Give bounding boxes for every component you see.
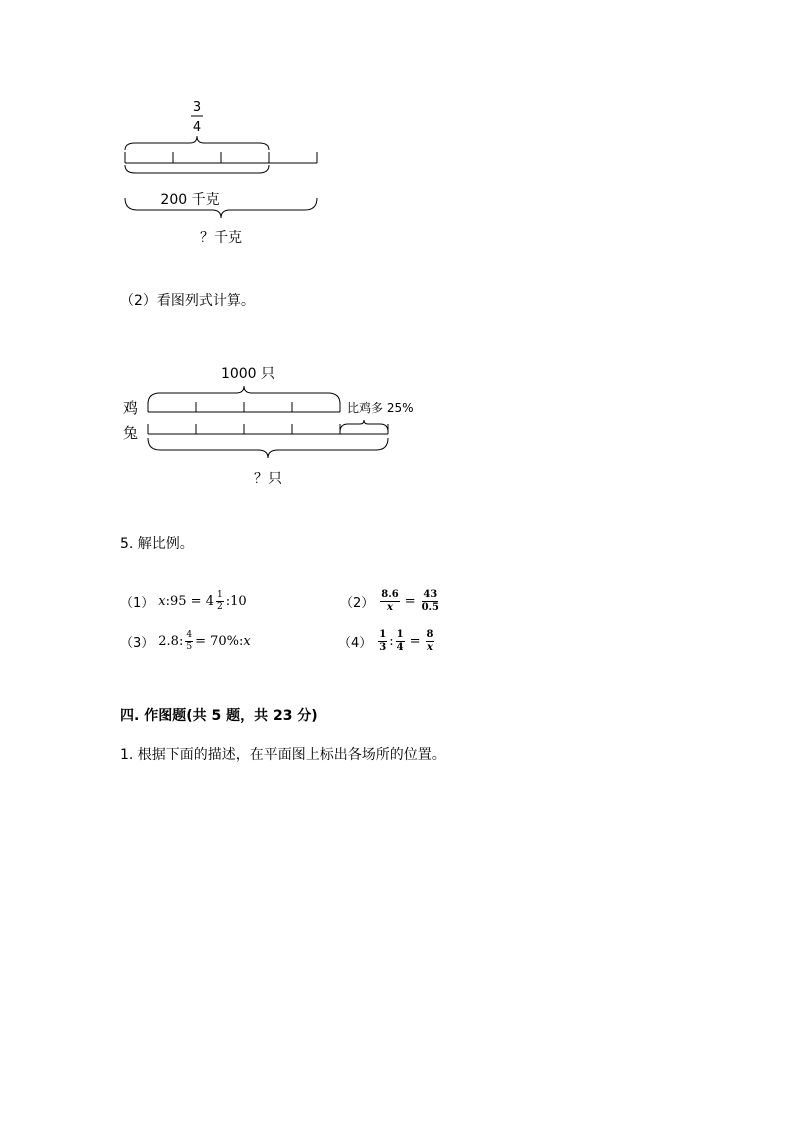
equals-sign: = <box>404 593 416 609</box>
extra-brace <box>340 420 388 432</box>
section-5-title: 5. 解比例。 <box>120 536 194 552</box>
expr-part: :10 <box>225 593 247 609</box>
fraction-denominator: 4 <box>192 120 202 135</box>
item-index: （1） <box>120 595 155 611</box>
expr-part: :95 = 4 <box>165 593 214 609</box>
known-weight-label: 200 千克 <box>160 192 220 208</box>
question-count-label: ？只 <box>254 471 282 487</box>
proportion-2 <box>340 585 442 617</box>
chicken-label: 鸡 <box>123 399 139 417</box>
colon: : <box>389 633 394 649</box>
bottom-brace <box>148 438 388 458</box>
item-index: （4） <box>338 635 373 651</box>
fraction: $\frac{8.6}{x}$ <box>381 588 399 613</box>
fraction: $\frac{1}{4}$ <box>396 628 404 653</box>
variable-x: x <box>243 633 251 649</box>
fraction: $\frac{1}{3}$ <box>379 628 387 653</box>
variable-x: x <box>158 593 166 609</box>
diagram-chicken-rabbit <box>0 0 794 500</box>
item-index: （3） <box>120 635 155 651</box>
fraction: $\frac{4}{5}$ <box>186 629 193 652</box>
extra-percent-label: 比鸡多 25% <box>347 401 414 415</box>
expr-part: 2.8: <box>158 633 184 649</box>
top-count-label: 1000 只 <box>220 366 276 382</box>
fraction-numerator: 3 <box>192 100 202 115</box>
proportion-3 <box>120 630 251 652</box>
question-1-text: 1. 根据下面的描述，在平面图上标出各场所的位置。 <box>120 747 446 763</box>
top-brace <box>148 386 340 404</box>
proportion-1 <box>120 590 247 612</box>
fraction: $\frac{1}{2}$ <box>216 589 223 612</box>
fraction: $\frac{8}{x}$ <box>426 628 434 653</box>
item-index: （2） <box>340 595 375 611</box>
rabbit-label: 兔 <box>123 424 139 442</box>
proportion-4 <box>338 625 436 657</box>
expr-part: = 70%: <box>195 633 244 649</box>
fraction: $\frac{43}{0.5}$ <box>421 588 439 613</box>
equals-sign: = <box>409 633 421 649</box>
question-weight-label: ？千克 <box>200 230 242 246</box>
section-4-heading: 四. 作图题(共 5 题，共 23 分) <box>120 708 318 724</box>
problem-instruction: （2）看图列式计算。 <box>120 293 255 309</box>
